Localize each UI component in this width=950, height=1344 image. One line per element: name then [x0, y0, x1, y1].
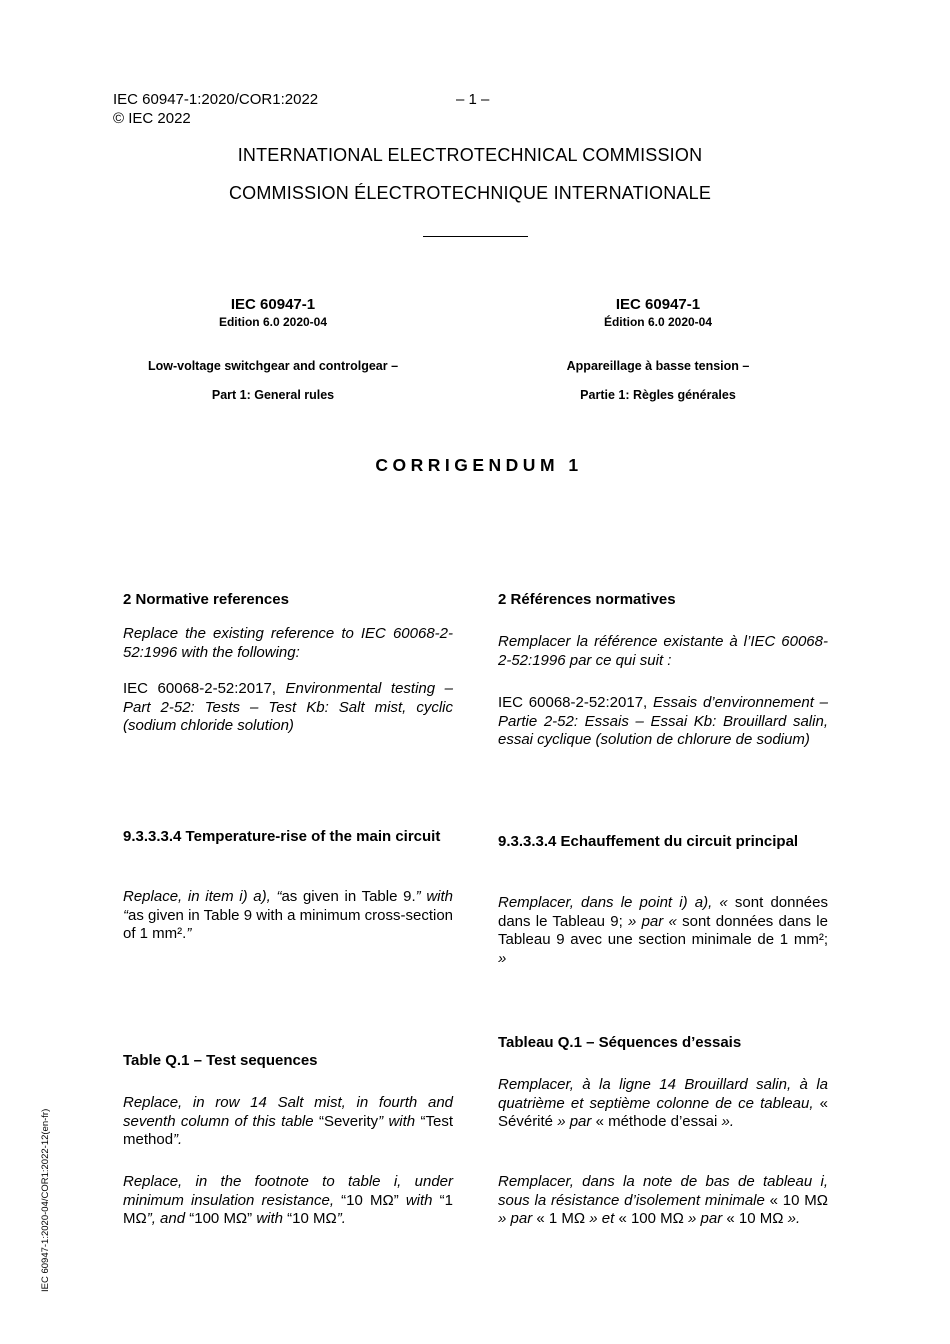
instr-text: ».	[717, 1113, 734, 1130]
side-document-label: IEC 60947-1:2020-04/COR1:2022-12(en-fr)	[40, 1108, 51, 1292]
copyright: © IEC 2022	[113, 110, 191, 127]
table-q1-heading-en: Table Q.1 – Test sequences	[123, 1052, 318, 1069]
reference-id-fr: IEC 60068-2-52:2017,	[498, 694, 648, 711]
section-2-instruction-fr: Remplacer la référence existante à l’IEC 60068-2-52:1996 par ce qui suit :	[498, 633, 828, 669]
corrigendum-title: CORRIGENDUM 1	[375, 455, 583, 475]
quoted-text: « 100 MΩ	[618, 1210, 684, 1227]
instr-text: ».	[783, 1210, 801, 1227]
instr-text: with	[398, 1191, 440, 1209]
instr-text: Remplacer, dans la note de bas de tableau i, sous la résistance d’isolement minimale	[498, 1173, 828, 1209]
instr-text: » et	[585, 1210, 619, 1227]
quoted-new-text: sont données dans le Tableau 9 avec une section minimale de 1 mm²;	[498, 912, 828, 948]
instr-text: » par «	[622, 912, 683, 930]
section-2-instruction-en: Replace the existing reference to IEC 60068-2-52:1996 with the following:	[123, 625, 453, 661]
instr-text: ”.	[173, 1131, 183, 1148]
instr-text: with	[252, 1210, 288, 1227]
quoted-text: « Sévérité	[498, 1094, 828, 1130]
org-name-en: INTERNATIONAL ELECTROTECHNICAL COMMISSION	[237, 145, 703, 165]
section-2-reference-en	[123, 680, 453, 736]
reference-title-fr: Essais d’environnement – Partie 2-52: Essais – Essai Kb: Brouillard salin, essai cyclique (solution de chlorure de sodium)	[498, 694, 828, 748]
reference-title-en: Environmental testing – Part 2-52: Tests – Test Kb: Salt mist, cyclic (sodium chloride solution)	[123, 680, 453, 734]
instr-text: Replace, in row 14 Salt mist, in fourth and seventh column of this table	[123, 1094, 453, 1130]
quoted-old-text: as given in Table 9.	[281, 888, 416, 905]
quoted-text: « 10 MΩ	[769, 1191, 828, 1209]
page-number: – 1 –	[456, 91, 490, 108]
instr-text: ” with	[378, 1112, 421, 1130]
instr-text: » par	[498, 1210, 537, 1227]
standard-part-fr: Partie 1: Règles générales	[580, 388, 736, 402]
quoted-new-text: as given in Table 9 with a minimum cross-section of 1 mm².	[123, 906, 453, 942]
instr-text: Remplacer, dans le point i) a), «	[498, 894, 735, 911]
instr-text: ”, and	[146, 1210, 190, 1227]
quoted-old-text: sont données dans le Tableau 9;	[498, 894, 828, 930]
quoted-text: “10 MΩ	[287, 1210, 337, 1227]
section-9-heading-en: 9.3.3.3.4 Temperature-rise of the main circuit	[123, 828, 441, 845]
instr-text: » par	[553, 1113, 596, 1130]
section-9-instruction-fr	[498, 894, 828, 968]
section-9-instruction-en	[123, 888, 453, 944]
standard-part-en: Part 1: General rules	[211, 388, 335, 402]
reference-id-en: IEC 60068-2-52:2017,	[123, 680, 276, 697]
instr-text: »	[498, 949, 507, 967]
table-q1-instruction-b-en	[123, 1173, 453, 1229]
quoted-text: “1 MΩ	[123, 1191, 453, 1227]
quoted-text: “10 MΩ”	[341, 1191, 399, 1209]
table-q1-instruction-b-fr	[498, 1173, 828, 1229]
org-name-fr: COMMISSION ÉLECTROTECHNIQUE INTERNATIONALE	[228, 183, 712, 203]
quoted-text: « 10 MΩ	[726, 1210, 784, 1227]
quoted-text: “Severity	[318, 1112, 379, 1130]
standard-number-en: IEC 60947-1	[230, 296, 316, 313]
quoted-text: “100 MΩ”	[189, 1210, 253, 1227]
quoted-text: « méthode d’essai	[595, 1113, 718, 1130]
table-q1-instruction-a-en	[123, 1094, 453, 1150]
instr-text: ”.	[336, 1210, 346, 1227]
table-q1-instruction-a-fr	[498, 1076, 828, 1132]
quoted-text: “Test method	[123, 1112, 453, 1148]
section-2-reference-fr	[498, 694, 828, 750]
standard-edition-fr: Édition 6.0 2020-04	[603, 315, 713, 329]
instr-text: ”	[186, 925, 192, 942]
instr-text: ” with “	[123, 888, 453, 924]
standard-title-fr: Appareillage à basse tension –	[566, 359, 750, 373]
standard-edition-en: Edition 6.0 2020-04	[218, 315, 328, 329]
standard-title-en: Low-voltage switchgear and controlgear –	[147, 359, 399, 373]
title-rule	[423, 236, 528, 237]
table-q1-heading-fr: Tableau Q.1 – Séquences d’essais	[498, 1034, 742, 1051]
instr-text: Remplacer, à la ligne 14 Brouillard salin, à la quatrième et septième colonne de ce tableau,	[498, 1076, 828, 1112]
section-9-heading-fr: 9.3.3.3.4 Echauffement du circuit principal	[498, 833, 799, 850]
standard-number-fr: IEC 60947-1	[615, 296, 701, 313]
instr-text: Replace, in item i) a), “	[123, 888, 282, 905]
instr-text: » par	[683, 1210, 727, 1227]
instr-text: Replace, in the footnote to table i, under minimum insulation resistance,	[123, 1173, 453, 1209]
section-2-heading-fr: 2 Références normatives	[498, 591, 676, 608]
section-2-heading-en: 2 Normative references	[123, 591, 289, 608]
doc-reference: IEC 60947-1:2020/COR1:2022	[113, 91, 319, 108]
quoted-text: « 1 MΩ	[536, 1210, 586, 1227]
